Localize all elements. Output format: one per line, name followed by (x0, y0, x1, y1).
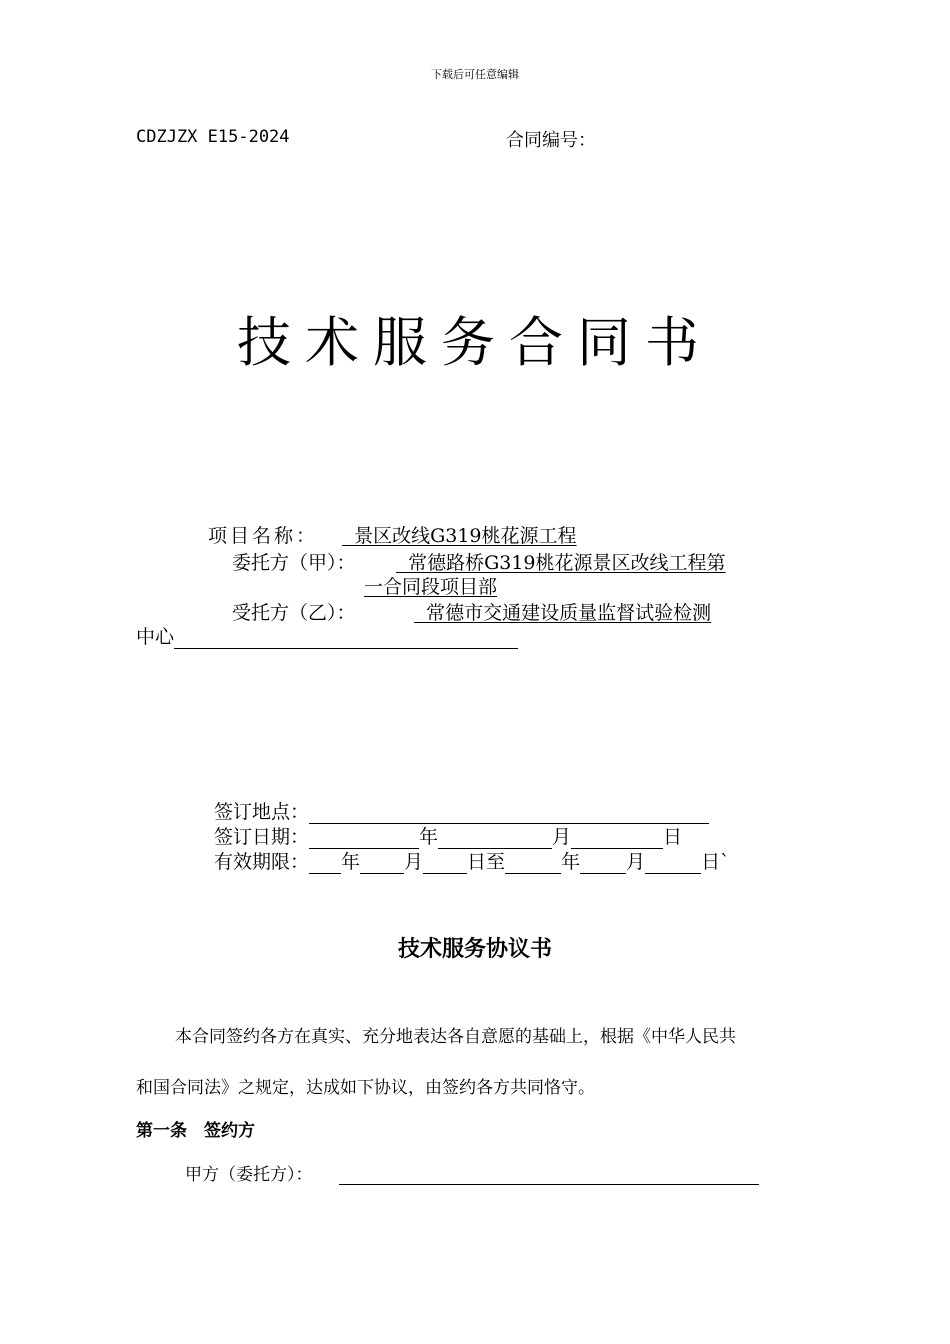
year-label: 年 (419, 826, 439, 848)
provider-label: 受托方（乙）： (232, 602, 356, 624)
agreement-paragraph-line1: 本合同签约各方在真实、充分地表达各自意愿的基础上，根据《中华人民共 (175, 1027, 736, 1047)
blank-line (174, 630, 518, 649)
party-a-label: 甲方（委托方）： (185, 1165, 313, 1185)
day-label: 日 (663, 826, 683, 848)
month-label: 月 (552, 826, 572, 848)
signing-place-label: 签订地点： (214, 801, 310, 823)
signing-place-row (214, 797, 709, 824)
end-year-label: 年 (561, 851, 581, 873)
provider-value-line2-text: 中心 (136, 626, 175, 648)
end-day-label: 日` (701, 851, 730, 873)
agreement-paragraph-line2: 和国合同法》之规定，达成如下协议，由签约各方共同恪守。 (136, 1078, 595, 1098)
provider-value-line1: 常德市交通建设质量监督试验检测 (414, 602, 712, 624)
validity-label: 有效期限： (214, 851, 310, 873)
signing-date-label: 签订日期： (214, 826, 310, 848)
header-note: 下载后可任意编辑 (431, 68, 519, 81)
contract-number-label: 合同编号： (506, 130, 596, 151)
validity-end-day-field[interactable] (645, 855, 701, 874)
validity-end-month-field[interactable] (580, 855, 626, 874)
agreement-heading: 技术服务协议书 (397, 937, 552, 962)
validity-start-month-field[interactable] (360, 855, 404, 874)
provider-value-line2 (136, 622, 518, 649)
project-name-label: 项目名称： (208, 525, 319, 547)
article-1-heading: 第一条 签约方 (136, 1121, 255, 1141)
client-label: 委托方（甲）： (232, 552, 356, 574)
project-name-value: 景区改线G319桃花源工程 (342, 525, 577, 547)
document-code: CDZJZX E15-2024 (136, 127, 290, 147)
client-value-line2: 一合同段项目部 (364, 576, 498, 598)
start-month-label: 月 (404, 851, 424, 873)
party-a-field[interactable] (339, 1166, 759, 1185)
validity-start-year-field[interactable] (309, 855, 341, 874)
signing-date-row (214, 822, 682, 849)
end-month-label: 月 (626, 851, 646, 873)
start-year-label: 年 (341, 851, 361, 873)
validity-start-day-field[interactable] (423, 855, 467, 874)
party-a-row (185, 1160, 759, 1185)
page-title: 技术服务合同书 (237, 311, 713, 374)
to-label: 日至 (467, 851, 506, 873)
client-value-line1: 常德路桥G319桃花源景区改线工程第 (396, 552, 726, 574)
validity-row (214, 847, 730, 874)
validity-end-year-field[interactable] (505, 855, 561, 874)
